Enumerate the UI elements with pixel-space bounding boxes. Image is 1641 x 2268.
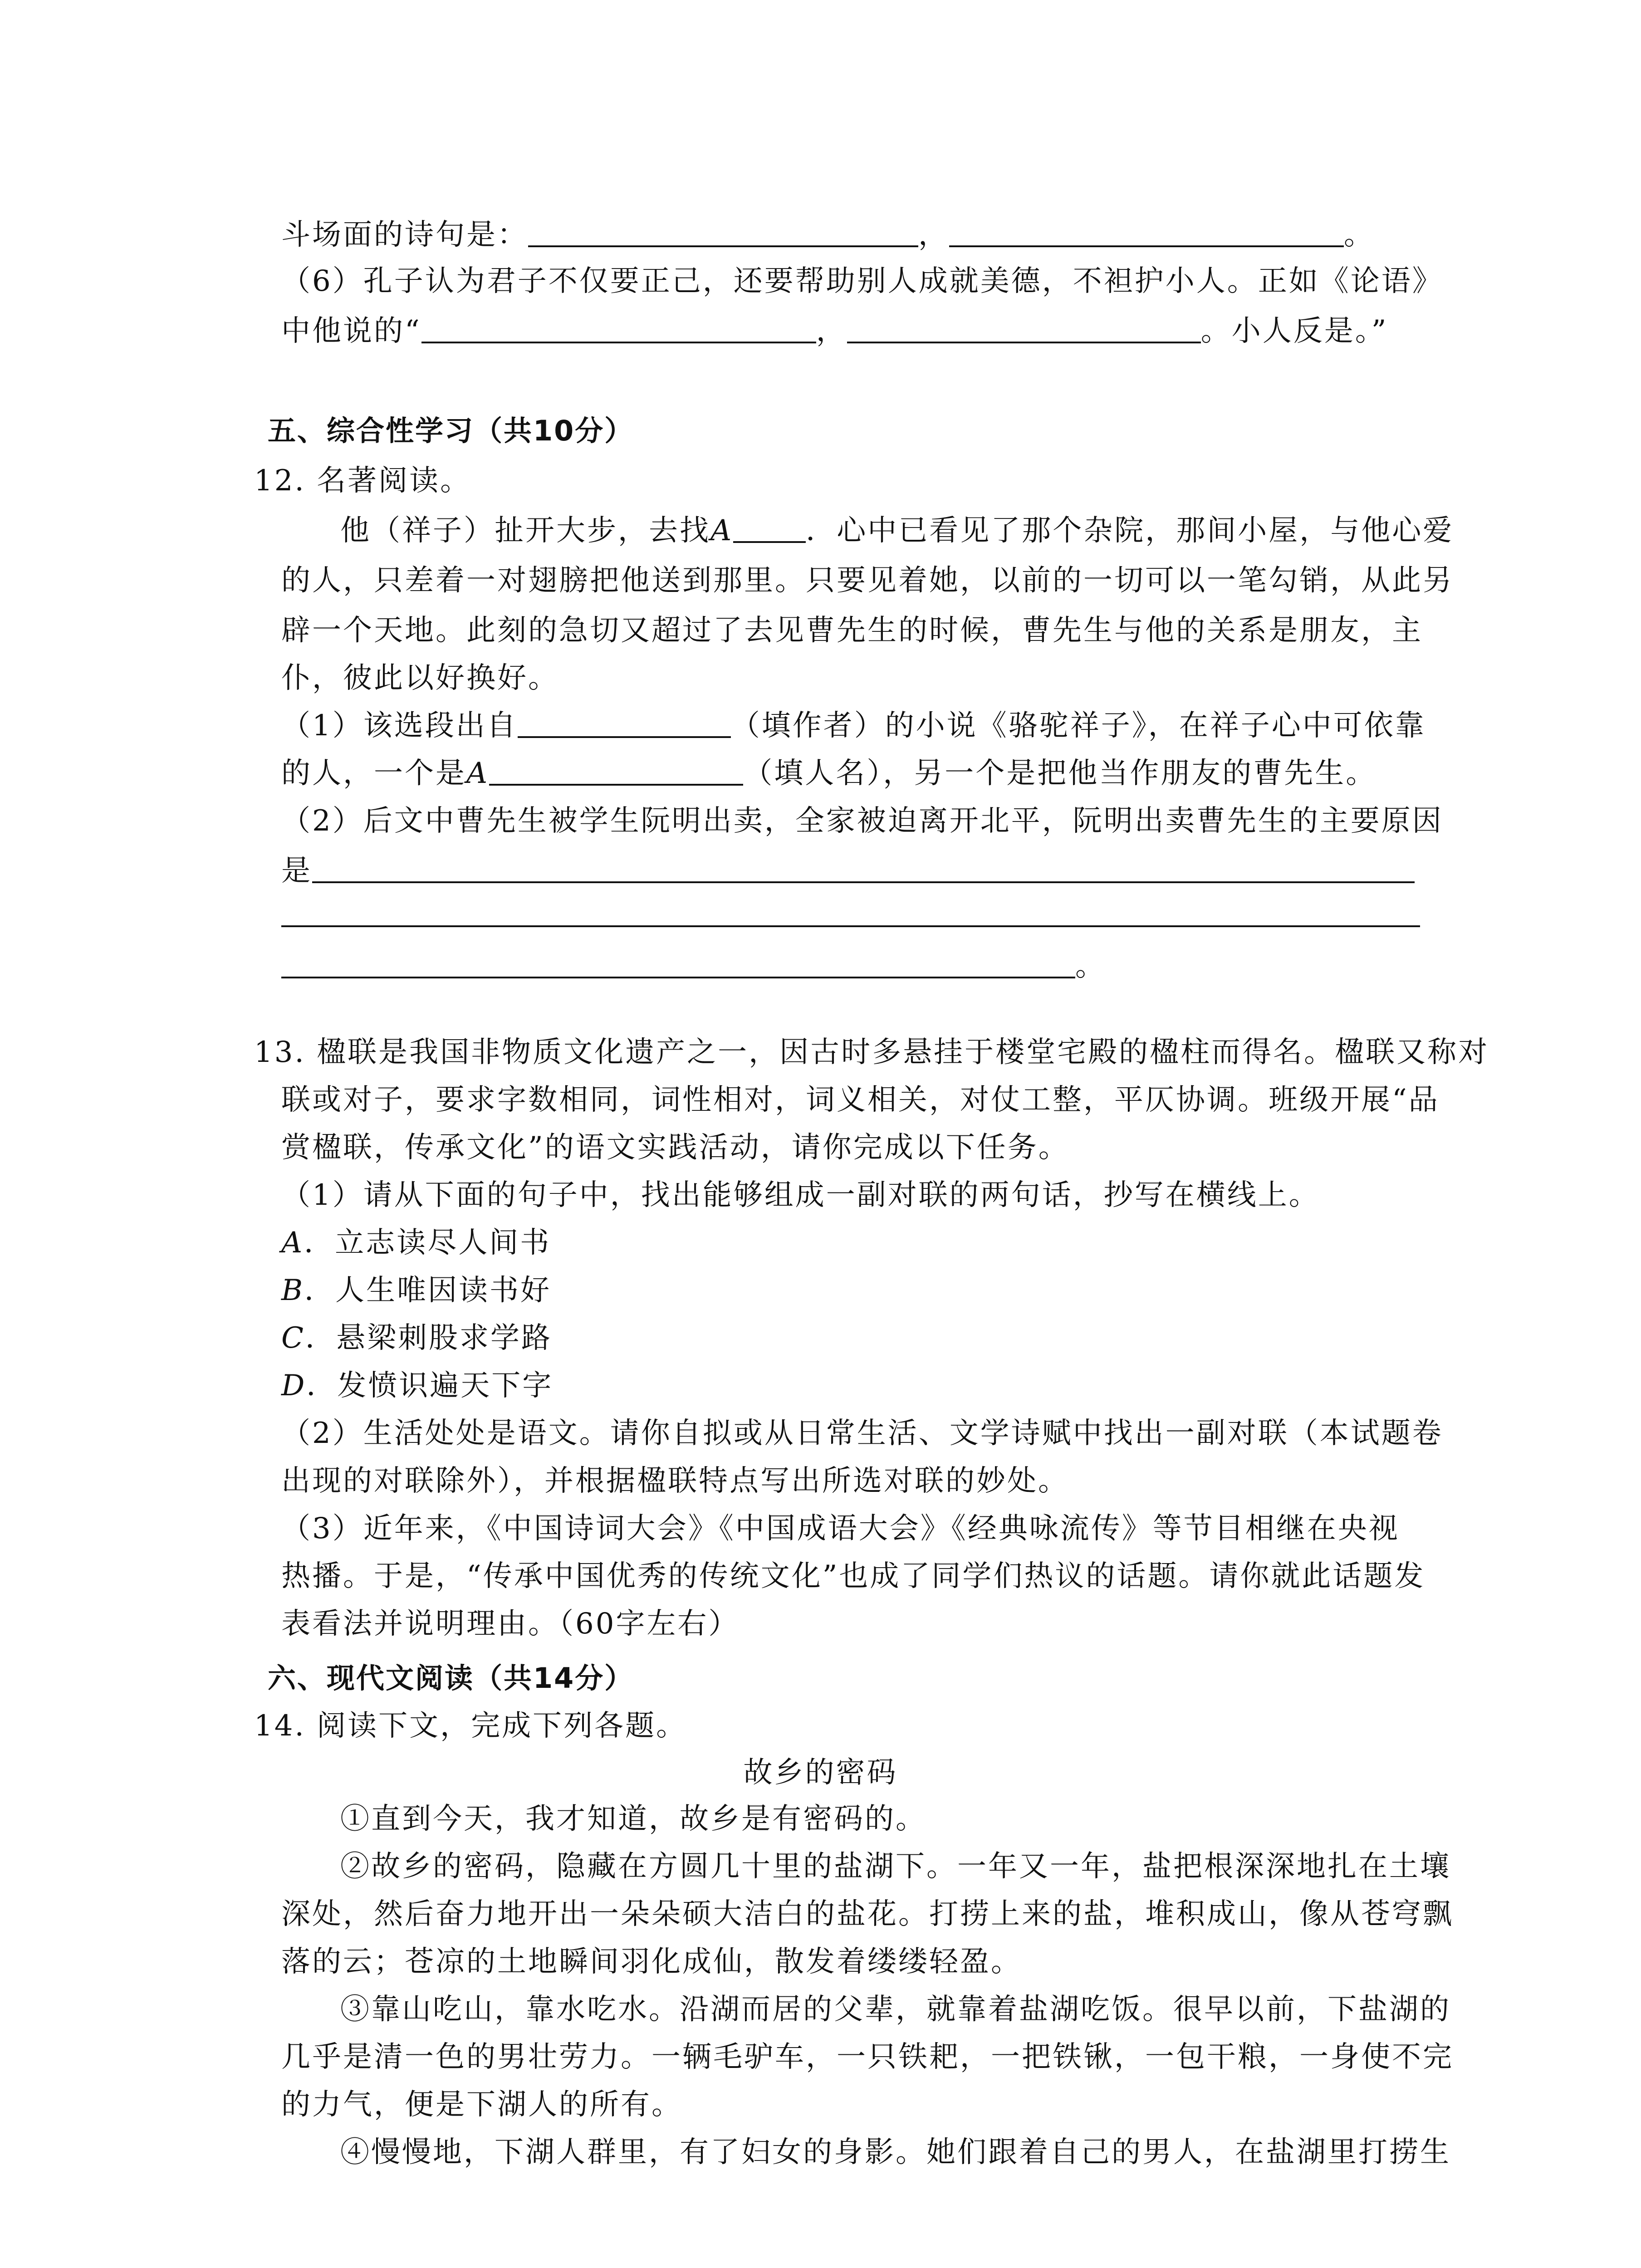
text: 。 [1075,949,1106,983]
article-line: ④慢慢地，下湖人群里，有了妇女的身影。她们跟着自己的男人，在盐湖里打捞生 [340,2136,1451,2169]
text: 的人，一个是 [281,757,466,790]
question-13-line1 [254,1034,1489,1070]
sub-question-1 [281,708,1426,744]
section-heading: 六、现代文阅读（共14分） [268,1662,634,1695]
text: ．心中已看见了那个杂院，那间小屋，与他心爱 [806,514,1454,547]
text: 斗场面的诗句是： [281,218,528,252]
article-line: ③靠山吃山，靠水吃水。沿湖而居的父辈，就靠着盐湖吃饭。很早以前，下盐湖的 [340,1993,1451,2026]
article-line: 的力气，便是下湖人的所有。 [281,2088,682,2121]
text: （填人名），另一个是把他当作朋友的曹先生。 [743,757,1377,790]
question-14-title [254,1708,687,1744]
text: 楹联是我国非物质文化遗产之一，因古时多悬挂于楼堂宅殿的楹柱而得名。楹联又称对 [317,1036,1489,1069]
article-line: ②故乡的密码，隐藏在方圆几十里的盐湖下。一年又一年，盐把根深深地扎在土壤 [340,1850,1451,1883]
question-13-sub2: （2）生活处处是语文。请你自拟或从日常生活、文学诗赋中找出一副对联（本试题卷 [281,1417,1443,1450]
sub-question-2-line2 [281,853,1415,889]
article-line: 几乎是清一色的男壮劳力。一辆毛驴车，一只铁耙，一把铁锹，一包干粮，一身使不完 [281,2040,1454,2074]
answer-blank[interactable] [733,514,806,543]
option-text: ．悬梁刺股求学路 [305,1321,552,1355]
article-title: 故乡的密码 [743,1756,898,1789]
article-line: ①直到今天，我才知道，故乡是有密码的。 [340,1802,926,1836]
question-13-sub3-line2: 热播。于是，“传承中国优秀的传统文化”也成了同学们热议的话题。请你就此话题发 [281,1559,1425,1593]
question-number: 14. [254,1709,306,1743]
answer-blank[interactable] [518,709,731,738]
option-d [281,1368,553,1404]
text: （1）该选段出自 [281,709,518,743]
answer-line[interactable] [281,925,1420,927]
text: ， [918,218,949,252]
text: 是 [281,854,312,888]
option-letter: B [281,1274,305,1307]
text: （填作者）的小说《骆驼祥子》，在祥子心中可依靠 [730,709,1426,743]
option-letter: C [281,1321,305,1355]
text: 阅读下文，完成下列各题。 [317,1709,687,1743]
question-13-sub1: （1）请从下面的句子中，找出能够组成一副对联的两句话，抄写在横线上。 [281,1178,1320,1212]
item6-line1: （6）孔子认为君子不仅要正己，还要帮助别人成就美德，不袒护小人。正如《论语》 [281,264,1443,298]
option-c [281,1320,552,1356]
answer-blank[interactable] [949,218,1344,247]
question-number: 12. [254,464,306,498]
answer-line-last [281,948,1106,984]
text: 他（祥子）扯开大步，去找 [340,514,710,547]
question-13-sub3-line3: 表看法并说明理由。（60字左右） [281,1607,740,1641]
option-letter: D [281,1369,307,1403]
text: A [466,757,490,790]
question-13-sub2-line2: 出现的对联除外），并根据楹联特点写出所选对联的妙处。 [281,1464,1069,1498]
text: 。 [1344,218,1375,252]
text: 中他说的“ [281,314,421,348]
sub-question-1-line2 [281,755,1376,792]
section-heading: 五、综合性学习（共10分） [268,414,634,447]
option-text: ．人生唯因读书好 [304,1274,552,1307]
text: ， [816,314,847,348]
question-number: 13. [254,1036,306,1069]
question-13-line2: 联或对子，要求字数相同，词性相对，词义相关，对仗工整，平仄协调。班级开展“品 [281,1083,1440,1117]
article-line: 深处，然后奋力地开出一朵朵硕大洁白的盐花。打捞上来的盐，堆积成山，像从苍穹飘 [281,1897,1454,1931]
answer-blank[interactable] [847,314,1201,343]
option-letter: A [281,1226,304,1260]
answer-blank[interactable] [528,218,918,247]
answer-blank[interactable] [489,757,743,786]
passage-line: 的人，只差着一对翅膀把他送到那里。只要见着她，以前的一切可以一笔勾销，从此另 [281,564,1454,597]
question-13-sub3: （3）近年来，《中国诗词大会》《中国成语大会》《经典咏流传》等节目相继在央视 [281,1512,1400,1545]
question-13-line3: 赏楹联，传承文化”的语文实践活动，请你完成以下任务。 [281,1131,1069,1164]
passage-line [340,513,1454,549]
option-b [281,1272,551,1309]
option-text: ．立志读尽人间书 [304,1226,551,1260]
answer-blank[interactable] [312,854,1415,883]
passage-line: 仆，彼此以好换好。 [281,661,559,695]
answer-blank[interactable] [281,949,1075,978]
option-a [281,1225,551,1261]
option-text: ．发愤识遍天下字 [306,1369,554,1403]
article-line: 落的云；苍凉的土地瞬间羽化成仙，散发着缕缕轻盈。 [281,1945,1022,1979]
text: 名著阅读。 [317,464,471,498]
question-12-title [254,463,471,499]
text: 。小人反是。” [1200,314,1388,348]
item6-line2 [281,313,1388,349]
poem-blank-line [281,217,1375,253]
sub-question-2: （2）后文中曹先生被学生阮明出卖，全家被迫离开北平，阮明出卖曹先生的主要原因 [281,804,1443,838]
text: A [710,514,734,547]
answer-blank[interactable] [421,314,816,343]
passage-line: 辟一个天地。此刻的急切又超过了去见曹先生的时候，曹先生与他的关系是朋友，主 [281,614,1423,647]
